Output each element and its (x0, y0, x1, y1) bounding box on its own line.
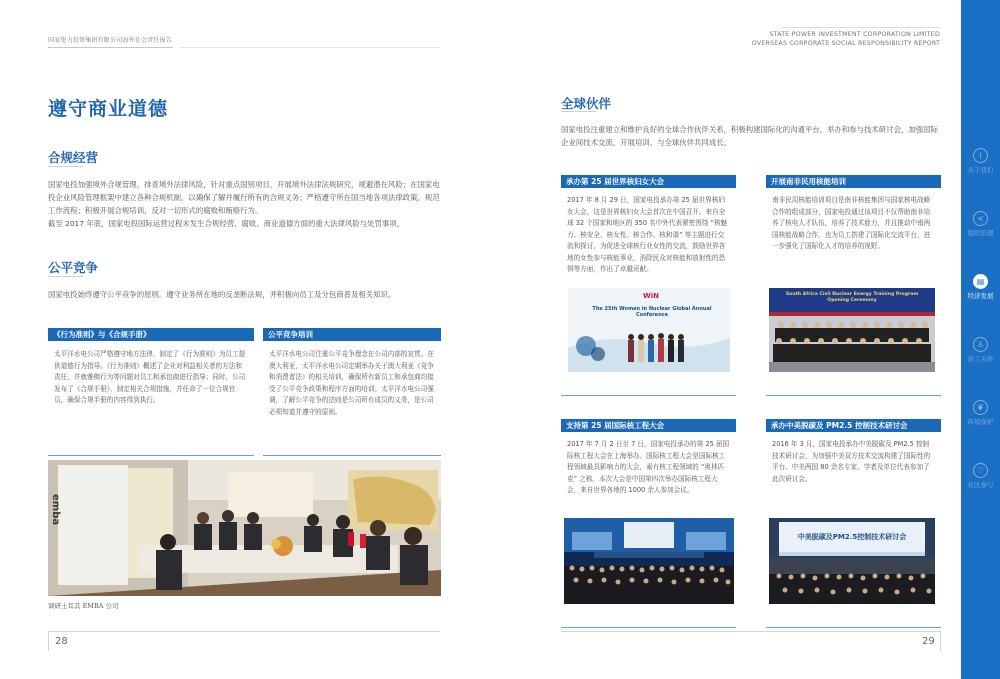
section-underline (48, 166, 83, 167)
info-box-pm25-seminar (766, 419, 941, 628)
nav-item-economic-development[interactable] (961, 274, 1000, 301)
header-divider (782, 27, 940, 28)
page-number-divider (940, 631, 941, 651)
info-box-fair-competition-training (263, 328, 441, 456)
win-banner-text: The 25th Women in Nuclear Global Annual Conference (592, 306, 712, 318)
report-title-header: 国家电力投资集团有限公司海外社会责任报告 (48, 37, 173, 44)
compliance-paragraph (48, 178, 443, 230)
compliance-text-1: 国家电投加强境外合规管理，排查境外法律风险，针对重点国别项目，开展境外法律法规研究，规避潜在风险；在国家电投企业风险管理框架中建立各种合规机制，以确保了解并履行所有的合规义务；严格遵守所在国当地各项法律政策，规范工作流程；积极开展合规培训，反对一切形式的腐败和贿赂行为。 (48, 180, 440, 215)
emba-logo-text: emba (50, 494, 61, 526)
box-title: 公平竞争培训 (263, 328, 441, 341)
box-title: 开展南非民用核能培训 (766, 175, 941, 188)
nav-item-about-us[interactable] (961, 148, 1000, 175)
page-title: 遵守商业道德 (48, 98, 169, 120)
info-box-code-of-conduct (48, 328, 254, 456)
page-number-left: 28 (55, 636, 68, 647)
header-en-line1: STATE POWER INVESTMENT CORPORATION LIMITED (769, 31, 940, 38)
nav-item-governance[interactable] (961, 211, 1000, 238)
win-conference-photo (568, 288, 730, 372)
nav-label: 环境保护 (967, 418, 994, 426)
header-divider (48, 47, 173, 48)
section-underline (561, 111, 596, 112)
box-text: 2016 年 3 月，国家电投承办中美脱碳及 PM2.5 控制技术研讨会，为加强中美双方技术交流构建了国际性的平台。中美两国 80 余名专家、学者及单位代表参加了此次研讨会。 (772, 440, 931, 483)
box-text: 南非民用核能培训项目是南非核能集团与国家核电战略合作的组成部分，国家电投通过该项目不仅帮助南非培养了核电人才队伍，培养了技术能力，并且推动中南两国核能战略合作，也为员工搭建了国际化交流平台，进一步强化了国际化人才的培养的视野。 (772, 196, 931, 250)
meeting-photo-image (48, 460, 441, 596)
fair-competition-text: 国家电投始终遵守公平竞争的原则。遵守业务所在地的反垄断法规，并积极向员工及分包商普及相关知识。 (48, 290, 396, 299)
win-conference-image (568, 288, 730, 372)
page-number-right: 29 (922, 636, 935, 647)
box-title: 承办中美脱碳及 PM2.5 控制技术研讨会 (766, 419, 941, 432)
pm25-banner-text: 中美脱碳及PM2.5控制技术研讨会 (797, 533, 907, 541)
box-text: 太平洋水电公司严格遵守地方法律，制定了《行为准则》为员工提供道德行为指导。《行为准则》概述了企业对利益相关者的方法和责任，并就雅佛行为等问题对员工和承包商进行指导；同时，公司发布了《合规手册》，制定相关合规措施，并任命了一位合规官员，确保合规手册的内容得到执行。 (54, 350, 246, 404)
win-logo: WiN (643, 292, 659, 300)
nav-label: 组织治理 (967, 229, 994, 237)
box-text: 2017 年 7 月 2 日至 7 日，国家电投承办的第 25 届国际核工程大会在上海举办。国际核工程大会是国际核工程领域最具影响力的大会，素有核工程领域的 “奥林匹克” 之称。本次大会是中国第四次举办国际核工程大会，来自世界各地的 1000 余人参加会议。 (567, 440, 730, 494)
box-text: 2017 年 8 月 29 日，国家电投承办第 25 届世界核妇女大会，这是世界核妇女大会首次在中国召开。来自全球 32 个国家和地区的 350 名中外代表紧密围绕 “核魅力、核安全、核女性、核合作、核和谐” 等主题进行交流和探讨，为促进全球核行业女性的交流，鼓励世界各地的女性参与核能事业，消除民众对核能和放射性的恐惧等方面，作出了卓越贡献。 (567, 196, 728, 273)
share-icon: < (973, 211, 988, 226)
person-icon: ♙ (973, 337, 988, 352)
header-divider (180, 47, 440, 48)
nav-label: 经济发展 (967, 292, 994, 300)
icone-conference-photo (564, 518, 734, 604)
pm25-seminar-image (769, 518, 935, 604)
nav-item-employee-care[interactable] (961, 337, 1000, 364)
section-underline (48, 276, 83, 277)
info-box-win-conference (561, 175, 736, 396)
info-box-south-africa-training (766, 175, 941, 396)
info-box-icone-conference (561, 419, 736, 628)
box-text: 太平洋水电公司注重公平竞争理念在公司内部的宣贯。在澳大利亚，太平洋水电公司定期举办关于澳大利亚《竞争和消费者法》的相关培训，确保所有新员工和承包商均接受了公平竞争政策和程序方面的培训。太平洋水电公司强调，了解公平竞争的法则是公司所有成员的义务，是公司必须知道并遵守的原则。 (269, 350, 434, 416)
box-title: 《行为准则》与《合规手册》 (48, 328, 254, 341)
global-partners-intro: 国家电投注重建立和维护良好的全球合作伙伴关系，积极构建国际化的沟通平台，举办和参与技术研讨会，加强国际企业间技术交流、开展培训，与全球伙伴共同成长。 (561, 125, 938, 147)
info-icon: i (973, 148, 988, 163)
footer-rule (561, 631, 941, 632)
nav-label: 员工关怀 (967, 355, 994, 363)
pm25-seminar-photo (769, 518, 935, 604)
section-heading-compliance: 合规经营 (48, 150, 99, 165)
nav-label: 关于我们 (967, 166, 994, 174)
header-en-line2: OVERSEAS CORPORATE SOCIAL RESPONSIBILITY REPORT (751, 40, 940, 47)
meeting-photo (48, 460, 441, 596)
section-heading-fair-competition: 公平竞争 (48, 260, 99, 275)
south-africa-banner-text: South Africa Civil Nuclear Energy Training Program Opening Ceremony (785, 292, 919, 303)
icone-conference-image (564, 518, 734, 604)
nav-item-environment[interactable] (961, 400, 1000, 427)
south-africa-training-photo (769, 288, 935, 372)
section-heading-global-partners: 全球伙伴 (561, 96, 612, 111)
nav-label: 社区参与 (967, 481, 994, 489)
nav-item-community[interactable] (961, 463, 1000, 490)
box-title: 支持第 25 届国际核工程大会 (561, 419, 736, 432)
footer-rule (48, 631, 440, 632)
report-title-header-en (752, 30, 940, 48)
compliance-text-2: 截至 2017 年底，国家电投国际运营过程未发生合规经营、腐败、商业道德方面的重大法律风险与处罚事项。 (48, 219, 405, 228)
photo-caption: 调研土耳其 EMBA 公司 (48, 602, 119, 610)
leaf-icon: ❦ (973, 400, 988, 415)
box-title: 承办第 25 届世界核妇女大会 (561, 175, 736, 188)
chart-icon: ▤ (973, 274, 988, 289)
heart-icon: ♡ (973, 463, 988, 478)
page-number-divider (48, 631, 49, 651)
